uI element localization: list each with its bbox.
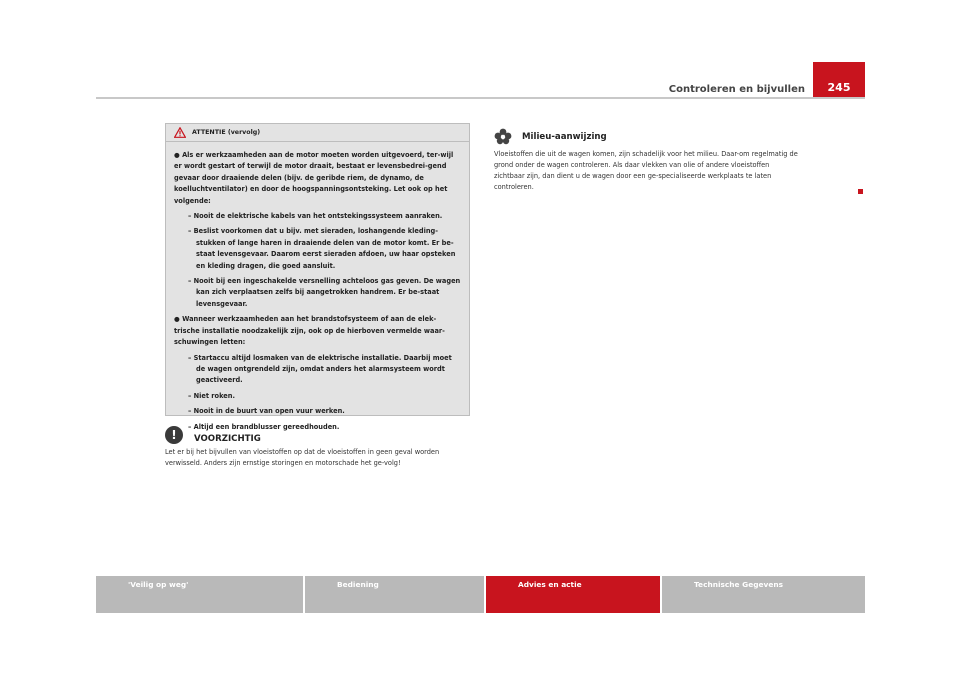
- warning-bullet-text: Als er werkzaamheden aan de motor moeten worden uitgevoerd, ter-wijl er wordt gestart of terwijl de motor draait, bestaat er levensbedrei-gend gevaar door draaiende delen (bijv. de geribde riem, de dynamo, de koelluchtventilator) en door de hoogspanningsontsteking. Let ook op het volgende:: [174, 151, 454, 205]
- environment-note: [494, 128, 799, 193]
- caution-header: [165, 430, 470, 448]
- section-title: Controleren en bijvullen: [668, 84, 805, 95]
- flower-icon: [494, 128, 512, 146]
- warning-dash-text: Nooit in de buurt van open vuur werken.: [193, 407, 345, 416]
- warning-triangle-icon: [174, 127, 186, 138]
- warning-dash-item: – Nooit in de buurt van open vuur werken.: [188, 407, 345, 416]
- warning-bullet: ● Wanneer werkzaamheden aan het brandstofsysteem of aan de elek-trische installatie noodzakelijk zijn, ook op de hierboven vermelde waar-schuwingen letten:: [174, 315, 445, 347]
- warning-box: [165, 123, 470, 431]
- footer-tab-label: Technische Gegevens: [694, 580, 784, 589]
- warning-dash-text: Altijd een brandblusser gereedhouden.: [193, 422, 340, 431]
- exclamation-icon: !: [165, 426, 183, 444]
- warning-dash-item: – Nooit de elektrische kabels van het ontstekingssysteem aanraken.: [188, 212, 443, 221]
- warning-dash-text: Nooit de elektrische kabels van het ontstekingssysteem aanraken.: [193, 212, 443, 221]
- environment-title: Milieu-aanwijzing: [522, 132, 607, 142]
- warning-title: ATTENTIE (vervolg): [192, 129, 261, 136]
- footer-tab-bediening[interactable]: [305, 576, 484, 613]
- environment-header: [494, 128, 799, 146]
- footer-tab-technische-gegevens[interactable]: [662, 576, 865, 613]
- warning-header: [166, 124, 469, 142]
- warning-dash-text: Beslist voorkomen dat u bijv. met sieraden, loshangende kleding-stukken of lange haren in draaiende delen van de motor komt. Er be-staat levensgevaar. Daarom eerst sieraden afdoen, uw haar opsteken en kleding dragen, die goed aansluit.: [193, 227, 456, 270]
- header-divider: [96, 97, 865, 99]
- footer-tab-label: 'Veilig op weg': [128, 580, 189, 589]
- warning-dash-item: – Startaccu altijd losmaken van de elektrische installatie. Daarbij moet de wagen ontgrendeld zijn, omdat anders het alarmsysteem wordt geactiveerd.: [188, 353, 452, 385]
- footer-tab-advies-en-actie[interactable]: [486, 576, 660, 613]
- warning-bullet-text: Wanneer werkzaamheden aan het brandstofsysteem of aan de elek-trische installatie noodzakelijk zijn, ook op de hierboven vermelde waar-schuwingen letten:: [174, 315, 445, 347]
- footer-tab-veilig-op-weg[interactable]: [96, 576, 303, 613]
- warning-dash-item: – Beslist voorkomen dat u bijv. met sieraden, loshangende kleding-stukken of lange haren in draaiende delen van de motor komt. Er be-staat levensgevaar. Daarom eerst sieraden afdoen, uw haar opsteken en kleding dragen, die goed aansluit.: [188, 227, 456, 270]
- warning-body: [166, 142, 469, 433]
- footer-tab-label: Bediening: [337, 580, 379, 589]
- warning-dash-item: – Nooit bij een ingeschakelde versnelling achteloos gas geven. De wagen kan zich verplaatsen zelfs bij aangetrokken handrem. Er be-staat levensgevaar.: [188, 277, 461, 308]
- warning-bullet: ● Als er werkzaamheden aan de motor moeten worden uitgevoerd, ter-wijl er wordt gestart of terwijl de motor draait, bestaat er levensbedrei-gend gevaar door draaiende delen (bijv. de geribde riem, de dynamo, de koelluchtventilator) en door de hoogspanningsontsteking. Let ook op het volgende:: [174, 151, 454, 205]
- caution-title: VOORZICHTIG: [194, 434, 261, 444]
- footer-tab-label: Advies en actie: [518, 580, 582, 589]
- warning-dash-item: – Altijd een brandblusser gereedhouden.: [188, 422, 340, 431]
- section-end-marker: [858, 189, 863, 194]
- warning-dash-item: – Niet roken.: [188, 391, 235, 400]
- caution-note: [165, 430, 470, 469]
- warning-dash-text: Startaccu altijd losmaken van de elektrische installatie. Daarbij moet de wagen ontgrendeld zijn, omdat anders het alarmsysteem wordt geactiveerd.: [193, 353, 452, 385]
- warning-dash-text: Niet roken.: [193, 391, 235, 400]
- warning-dash-text: Nooit bij een ingeschakelde versnelling achteloos gas geven. De wagen kan zich verplaatsen zelfs bij aangetrokken handrem. Er be-staat levensgevaar.: [193, 277, 461, 308]
- page-number: 245: [827, 81, 851, 94]
- page-number-badge: [813, 62, 865, 99]
- caution-text: Let er bij het bijvullen van vloeistoffen op dat de vloeistoffen in geen geval worden verwisseld. Anders zijn ernstige storingen en motorschade het ge-volg!: [165, 448, 440, 467]
- environment-text: Vloeistoffen die uit de wagen komen, zijn schadelijk voor het milieu. Daar-om regelmatig de grond onder de wagen controleren. Als daar vlekken van olie of andere vloeistoffen zichtbaar zijn, dan dient u de wagen door een ge-specialiseerde werkplaats te laten controleren.: [494, 150, 798, 191]
